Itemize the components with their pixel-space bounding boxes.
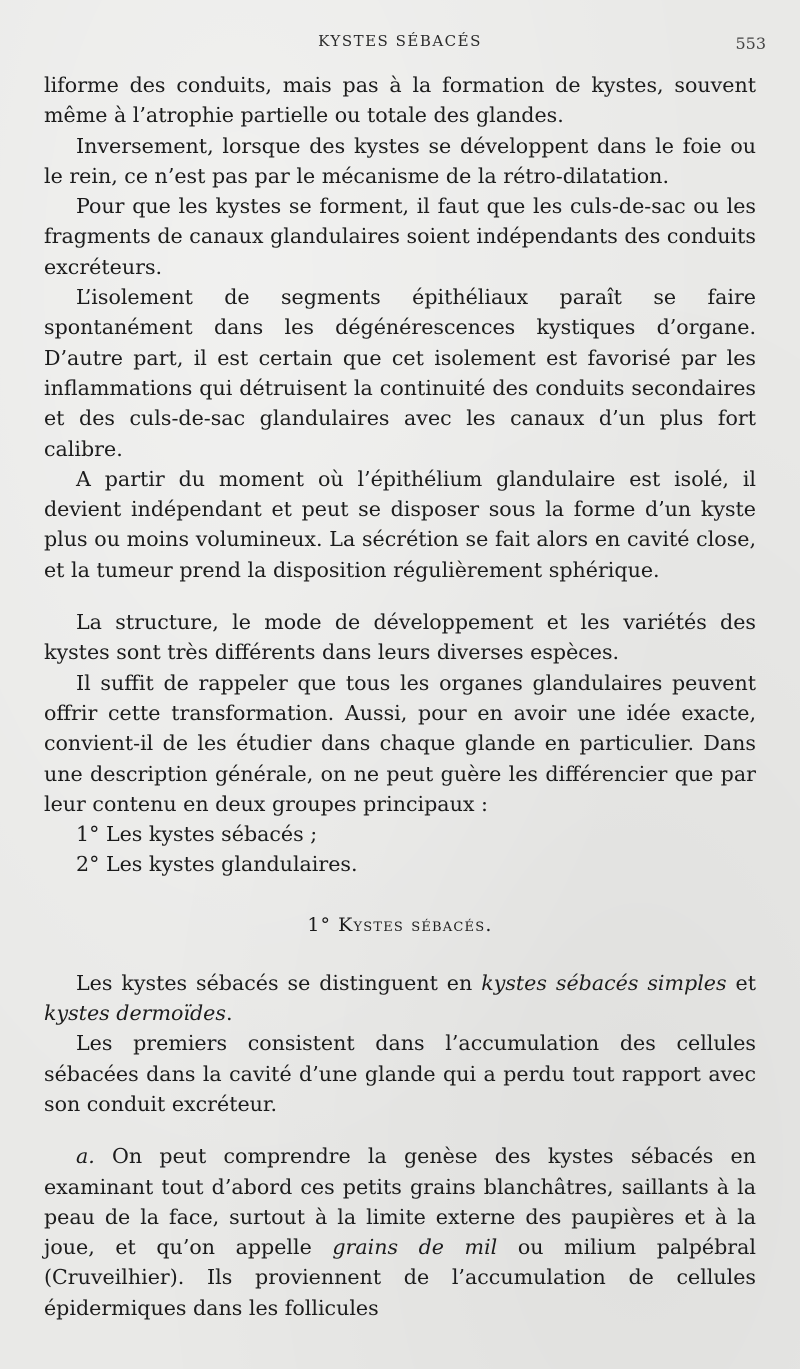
running-title: KYSTES SÉBACÉS bbox=[318, 32, 482, 50]
italic-term-dermoides: kystes dermoïdes bbox=[44, 1001, 226, 1026]
page-header bbox=[0, 32, 800, 56]
italic-term-simples: kystes sébacés simples bbox=[481, 970, 727, 995]
paragraph-inversement: Inversement, lorsque des kystes se développent dans le foie ou le rein, ce n’est pas par le mécanisme de la rétro-dilatation. bbox=[44, 133, 756, 188]
paragraph-isolement: L’isolement de segments épithéliaux paraît se faire spontanément dans les dégénérescences kystiques d’organe. D’autre part, il est certain que cet isolement est favorisé par les inflammations qui détruisent la continuité des conduits secondaires et des culs-de-sac glandulaires avec les canaux d’un plus fort calibre. bbox=[44, 285, 756, 461]
page-number: 553 bbox=[735, 34, 766, 53]
italic-term-grains-de-mil: grains de mil bbox=[332, 1235, 498, 1260]
section-number: 1° bbox=[307, 913, 332, 936]
section-title: Kystes sébacés. bbox=[338, 913, 493, 936]
paragraph-transformation: Il suffit de rappeler que tous les organes glandulaires peuvent offrir cette transformation. Aussi, pour en avoir une idée exacte, convient-il de les étudier dans chaque glande en particulier. Dans une description générale, on ne peut guère les différencier que par leur contenu en deux groupes principaux : bbox=[44, 670, 756, 816]
page-body bbox=[44, 70, 756, 1323]
paragraph-epithelium: A partir du moment où l’épithélium glandulaire est isolé, il devient indépendant et peut se disposer sous la forme d’un kyste plus ou moins volumineux. La sécrétion se fait alors en cavité close, et la tumeur prend la disposition régulièrement sphérique. bbox=[44, 466, 756, 582]
paragraph-structure: La structure, le mode de développement et les variétés des kystes sont très différents dans leurs diverses espèces. bbox=[44, 610, 756, 665]
paragraph-distinction bbox=[44, 968, 756, 1029]
text-run: Les kystes sébacés se distinguent en bbox=[76, 970, 482, 995]
paragraph-continuation: liforme des conduits, mais pas à la formation de kystes, souvent même à l’atrophie partielle ou totale des glandes. bbox=[44, 73, 756, 128]
paragraph-genese bbox=[44, 1141, 756, 1323]
list-item-kystes-sebaces: 1° Les kystes sébacés ; bbox=[76, 822, 318, 847]
paragraph-premiers: Les premiers consistent dans l’accumulation des cellules sébacées dans la cavité d’une glande qui a perdu tout rapport avec son conduit excréteur. bbox=[44, 1031, 756, 1116]
section-heading bbox=[44, 910, 756, 940]
text-run: On peut comprendre la genèse des kystes sébacés en examinant tout d’abord ces petits grains blanchâtres, saillants à la peau de la face, surtout à la limite externe des paupières et à la joue, et qu’on appelle bbox=[44, 1144, 756, 1260]
text-run: et bbox=[726, 970, 756, 995]
paragraph-formation: Pour que les kystes se forment, il faut que les culs-de-sac ou les fragments de canaux glandulaires soient indépendants des conduits excréteurs. bbox=[44, 194, 756, 279]
text-run: . bbox=[225, 1001, 233, 1026]
text-run: ou milium palpébral (Cruveilhier). Ils proviennent de l’accumulation de cellules épidermiques dans les follicules bbox=[44, 1235, 756, 1320]
item-label: a. bbox=[76, 1144, 95, 1169]
list-item-kystes-glandulaires: 2° Les kystes glandulaires. bbox=[76, 852, 358, 877]
